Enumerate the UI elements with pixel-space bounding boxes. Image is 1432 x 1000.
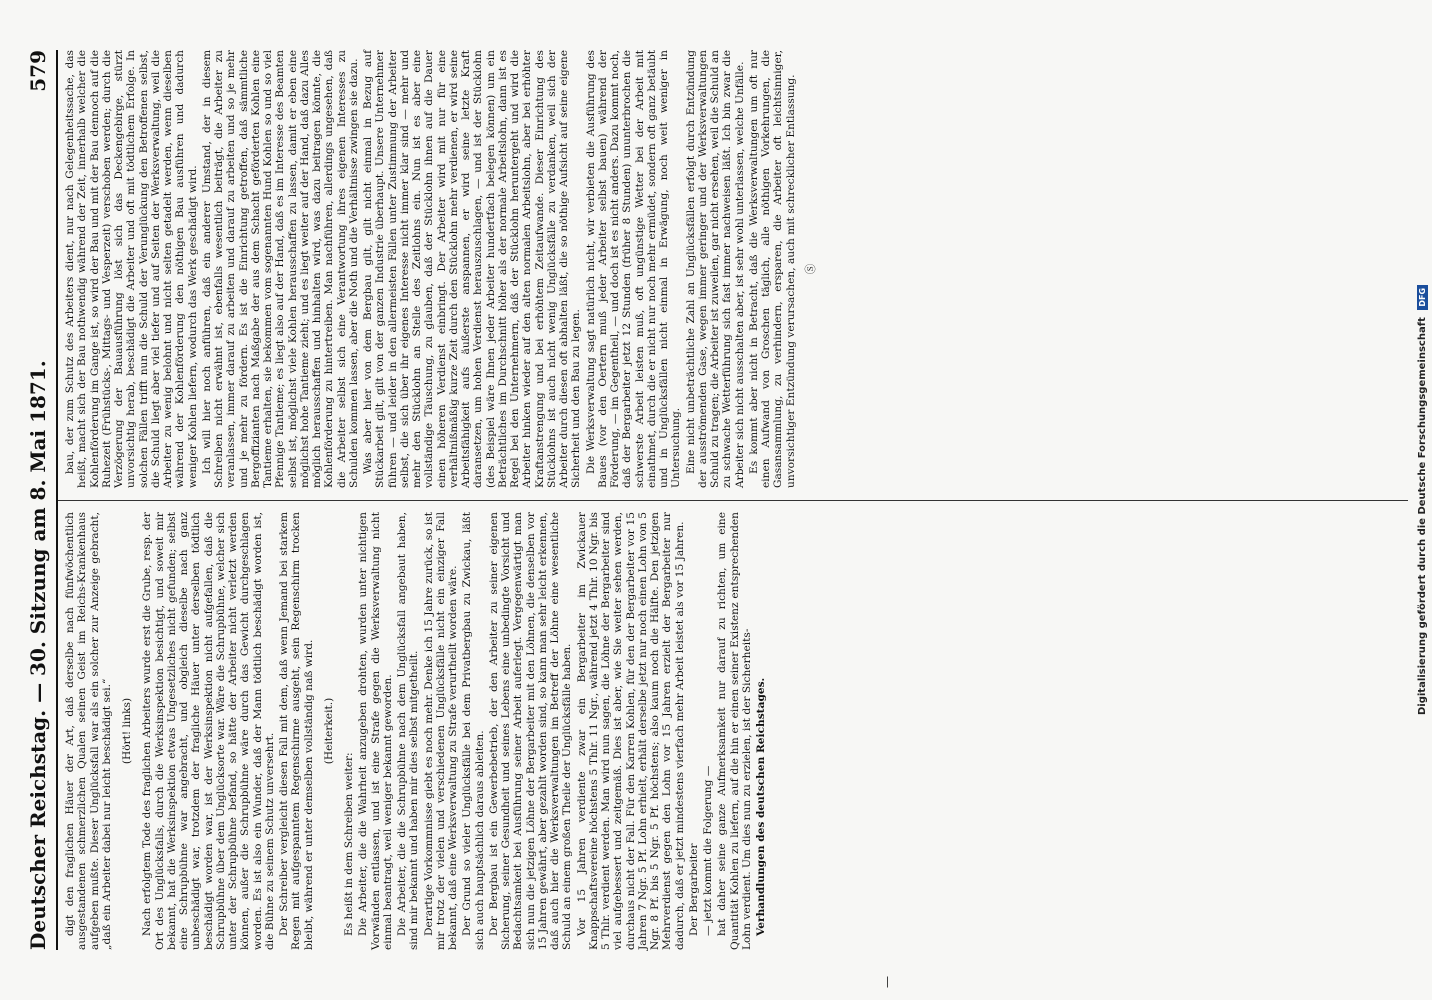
margin-note: —: [880, 976, 894, 988]
paragraph: Was aber hier von dem Bergbau gilt, gilt nicht einmal in Bezug auf Stückarbeit gilt, gilt von der ganzen Industrie überhaupt. Unsere Unternehmer führen — und leider in den allermeisten Fällen unter Zustimmung der Arbeiter selbst, die sich über ihr eigenes Interesse nicht immer klar sind — mehr und mehr den Stücklohn an Stelle des Zeitlohns ein. Nun ist es aber eine vollständige Täuschung, zu glauben, daß der Stücklohn ihnen auf die Dauer einen höheren Verdienst einbringt. Der Arbeiter wird mit nur für eine verhältnißmäßig kurze Zeit durch den Stücklohn mehr verdienen, er wird seine Arbeitsfähigkeit aufs äußerste anspannen, er wird seine letzte Kraft daransetzen, um hohen Verdienst herauszuschlagen, — und ist der Stücklohn (des Beispiel wäre Ihnen jeder Arbeiter hundertfach belegen können) um ein Beträchtliches im Durchschnitt höher als der normale Arbeitslohn, dann ist es Regel bei den Unternehmern, daß der Stücklohn heruntergeht und wird die Arbeiter hinken wieder auf den alten normalen Arbeitslohn, aber bei erhöhter Kraftanstrengung und bei erhöhtem Zeitaufwande. Dieser Einrichtung des Stücklohns ist auch nicht wenig Unglücksfälle zu verdanken, weil sich der Arbeiter durch diesen oft abhalten läßt, die so nöthige Aufsicht auf seine eigene Sicherheit und den Bau zu legen.: [362, 50, 583, 488]
paragraph: Der Bergarbeiter: [687, 843, 700, 936]
page-header: [14, 50, 58, 950]
paragraph: bau, der zum Schutz des Arbeiters dient, nur nach Gelegenheitssache, das heißt, macht sich der Bau nothwendig während der Zeit, innerhalb welcher die Kohlenförderung im Gange ist, so wird der Bau und mit der Bau dennoch auf die Ruhezeit (Frühstücks-, Mittags- und Vesperzeit) verschoben werden; durch die Verzögerung der Bauausführung löst sich das Deckengebirge, stürzt unvorsichtig herab, beschädigt die Arbeiter und oft mit tödtlichem Erfolge. In solchen Fällen trifft nun die Schuld der Verunglückung den Betroffenen selbst, die Schuld liegt aber viel tiefer und auf Seiten der Werksverwaltung, weil die Arbeiter zu wenig belohnt und nicht selten getadelt werden, wenn dieselben während der Kohlenförderung den nöthigen Bau ausführen und dadurch weniger Kohlen liefern, wodurch das Werk geschädigt wird.: [64, 50, 199, 488]
paragraph: Der Bergbau ist ein Gewerbebetrieb, der den Arbeiter zu seiner eigenen Sicherung, seiner Gesundheit und seines Lebens eine unbedingte Vorsicht und Bedachtsamkeit bei Ausführung seiner Arbeit auferlegt. Vergegenwärtigt man sich nun die jetzigen Löhne der Bergarbeiter mit den Löhnen, die denselben vor 15 Jahren gewährt, aber gezahlt worden sind, so kann man sehr leicht erkennen, daß auch hier die Werksverwaltungen im Betreff der Löhne eine wesentliche Schuld an einem großen Theile der Unglücksfälle haben.: [487, 512, 574, 950]
dfg-logo: DFG: [1417, 285, 1428, 310]
interjection: (Hört! links): [121, 697, 133, 765]
paragraph: digt den fraglichen Häuer der Art, daß derselbe nach fünfwöchentlich ausgestandenen schmerzlichen Qualen seinen Geist im Reichs-Krankenhaus aufgeben mußte. Dieser Unglücksfall war als ein solcher zur Anzeige gebracht, „daß ein Arbeiter dabei nur leicht beschädigt sei.“: [64, 512, 113, 950]
paragraph: Die Arbeiter, die die Schrupbühne nach dem Unglücksfall angebaut haben, sind mir bekannt und haben mir dies selbst mitgetheilt.: [396, 512, 421, 950]
header-title: Deutscher Reichstag. — 30. Sitzung am 8. Mai 1871.: [26, 360, 50, 950]
credit-text: Digitalisierung gefördert durch die Deutsche Forschungsgemeinschaft: [1417, 317, 1428, 716]
paragraph: Derartige Vorkommnisse giebt es noch mehr. Denke ich 15 Jahre zurück, so ist mir trotz der vielen und verschiedenen Unglücksfälle nicht ein einziger Fall bekannt, daß eine Werksverwaltung zu Strafe verurtheilt worden wäre.: [422, 512, 459, 950]
right-column: [64, 50, 825, 488]
page-number: 579: [26, 50, 50, 92]
paragraph: Eine nicht unbeträchtliche Zahl an Unglücksfällen erfolgt durch Entzündung der ausströmenden Gase, wegen immer geringer und der Werksverwaltungen Schuld zu tragen; die Arbeiter ist zuweilen, gar nicht ersehen, weil die Schuld an zu schwache Wetterführung sich fast immer nachweisen läßt. Ich bin zwar die Arbeiter sich nicht ausschalten aber, ist sehr wohl unterlassen, welche Unfälle.: [684, 50, 746, 488]
left-column: [64, 512, 769, 950]
closing-mark: Ⓢ: [804, 263, 817, 275]
digitization-credit: [1417, 0, 1428, 1000]
paragraph: — jetzt kommt die Folgerung —: [702, 765, 714, 936]
paragraph: Nach erfolgtem Tode des fraglichen Arbeiters wurde erst die Grube, resp. der Ort des Unglücksfalls, durch die Werksinspektion besichtigt, und soweit mir bekannt, hat die Werksinspektion etwas Ungesetzliches nicht gefunden; selbst eine Schrupbühne war angebracht, und obgleich dieselbe nach ganz unbeschädigt war, trotzdem der fragliche Häuer unter derselben tödtlich beschädigt worden war, ist der Werksinspektion nicht aufgefallen, daß die Schrupbühne über dem Unglücksorte war. Wäre die Schrupbühne, welcher sich unter der Schrupbühne befand, so hätte der Arbeiter nicht verletzt werden können, außer die Schrupbühne wäre durch das Gewicht durchgeschlagen worden. Es ist also ein Wunder, daß der Mann tödtlich beschädigt worden ist, die Bühne zu seinem Schutz unversehrt.: [141, 512, 276, 950]
paragraph: Der Grund so vieler Unglücksfälle bei dem Privatbergbau zu Zwickau, läßt sich auch hauptsächlich daraus ableiten.: [461, 512, 486, 950]
paragraph: Ich will hier noch anführen, daß ein anderer Umstand, der in diesem Schreiben nicht erwähnt ist, ebenfalls wesentlich beiträgt, die Arbeiter zu veranlassen, immer darauf zu arbeiten und darauf zu arbeiten und so je mehr und je mehr zu fördern. Es ist die Einrichtung getroffen, daß sämmtliche Bergoffizianten nach Maßgabe der aus dem Schacht geförderten Kohlen eine Tantieme erhalten, sie bekommen vom sogenannten Hund Kohlen so und so viel Pfennige Tantieme; es liegt also auf der Hand, daß es im Interesse des Beamten selbst ist, möglichst viele Kohlen herausschaffen zu lassen, damit er eben eine möglichst hohe Tantieme zieht; und es liegt weiter auf der Hand, daß dazu Alles möglich herausschaffen und hinhalten wird, was dazu beitragen könnte, die Kohlenförderung zu hintertreiben. Man nachführen, allerdings ungesehen, daß die Arbeiter selbst sich eine Verantwortung ihres eigenen Interesses zu Schulden kommen lassen, aber die Noth und die Verhältnisse zwingen sie dazu.: [200, 50, 360, 488]
interjection: (Heiterkeit.): [322, 697, 335, 765]
paragraph: Der Schreiber vergleicht diesen Fall mit dem, daß wenn Jemand bei starkem Regen mit aufgespanntem Regenschirme ausgeht, sein Regenschirm trocken bleibt, während er unter demselben vollständig naß wird.: [278, 512, 315, 950]
paragraph: hat daher seine ganze Aufmerksamkeit nur darauf zu richten, um eine Quantität Kohlen zu liefern, auf die hin er einen seiner Existenz entsprechenden Lohn verdient. Um dies nun zu erzielen, ist der Sicherheits-: [716, 512, 753, 950]
paragraph: Vor 15 Jahren verdiente zwar ein Bergarbeiter im Zwickauer Knappschaftsvereine höchstens 5 Thlr. 11 Ngr., während jetzt 4 Thlr. 10 Ngr. bis 5 Thlr. verdient werden. Man wird nun sagen, die Löhne der Bergarbeiter sind viel aufgebessert und zeitgemäß. Dies ist aber, wie Sie weiter sehen werden, durchaus nicht der Fall. Für den Karren Kohlen, für den der Bergarbeiter vor 15 Jahren 7 Ngr. 5 Pf. Lohn erhielt, erhält derselbe jetzt nur noch einen Lohn von 5 Ngr. 8 Pf. bis 5 Ngr. 5 Pf. höchstens; also kaum noch die Hälfte. Den jetzigen Mehrverdienst gegen den Lohn vor 15 Jahren erzielt der Bergarbeiter nur dadurch, daß er jetzt mindestens vierfach mehr Arbeit leistet als vor 15 Jahren.: [575, 512, 686, 950]
paragraph: Es kommt aber nicht in Betracht, daß die Werksverwaltungen um oft nur einen Aufwand von Groschen täglich, alle nöthigen Vorkehrungen, die Gasansammlung, zu verhindern, ersparen, die Arbeiter oft leichtsinniger, unvorsichtiger Entzündung verursachen, auch mit schrecklicher Entlassung.: [747, 50, 797, 488]
column-footer: Verhandlungen des deutschen Reichstages.: [755, 677, 767, 936]
column-divider: [58, 500, 1408, 501]
paragraph: Die Arbeiter, die die Wahrheit anzugeben drohten, wurden unter nichtigen Vorwänden entlassen, und ist eine Strafe gegen die Werksverwaltung nicht einmal beantragt, weil weniger bekannt geworden.: [357, 512, 394, 950]
paragraph: Es heißt in dem Schreiben weiter:: [343, 752, 355, 936]
paragraph: Die Werksverwaltung sagt natürlich nicht, wir verbieten die Ausführung des Baues (vor den Oertern muß jeder Arbeiter selbst bauen) während der Förderung, — im Gegentheil, — und doch ist es nicht anders. Dazu kommt noch, daß der Bergarbeiter jetzt 12 Stunden (früher 8 Stunden) ununterbrochen die schwerste Arbeit leisten muß, oft ungünstige Wetter bei der Arbeit mit einathmet, durch die er nicht nur noch mehr ermüdet, sondern oft ganz betäubt und in Unglücksfällen nicht einmal in Erwägung, noch weit weniger in Untersuchung.: [584, 50, 683, 488]
